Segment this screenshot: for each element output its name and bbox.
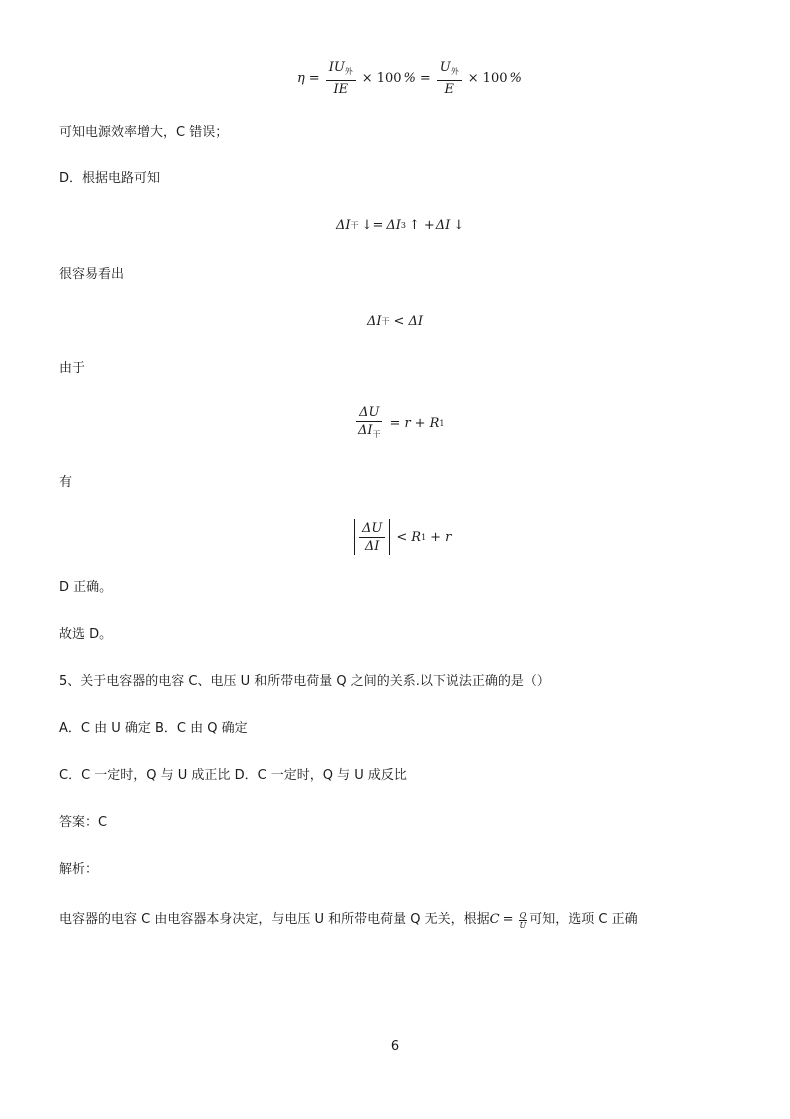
- equals-sign: =: [389, 415, 401, 431]
- numerator-u: U: [439, 59, 451, 75]
- fraction-u-over-e: [437, 60, 462, 97]
- capacitance-formula: [490, 911, 530, 930]
- delta-current-formula: [336, 215, 464, 235]
- delta-i-3: ΔI: [386, 217, 401, 233]
- equals-sign: =: [372, 217, 384, 233]
- numerator-iu: IU: [328, 59, 345, 75]
- r1-symbol: R: [411, 529, 422, 545]
- less-than-sign: <: [393, 313, 405, 329]
- r1-symbol: R: [429, 415, 440, 431]
- denominator-di: ΔI: [358, 422, 373, 438]
- fraction-q-over-u: [518, 911, 527, 930]
- c-symbol: C: [489, 912, 500, 927]
- numerator-du: ΔU: [359, 521, 385, 538]
- abs-bar-right: [389, 519, 390, 555]
- equals-sign: =: [502, 912, 514, 927]
- subscript-1: 1: [421, 532, 427, 542]
- subscript-gan: 干: [372, 429, 381, 439]
- fraction-iu-over-ie: [326, 60, 356, 97]
- analysis-text: [59, 906, 638, 934]
- delta-inequality: [367, 311, 423, 331]
- text-easy-to-see: 很容易看出: [59, 267, 125, 282]
- equals-sign: =: [308, 70, 320, 86]
- equals-sign-2: =: [419, 70, 431, 86]
- delta-i-main: ΔI: [367, 313, 382, 329]
- efficiency-formula: [297, 60, 522, 96]
- subscript-3: 3: [400, 220, 406, 230]
- subscript-wai-2: 外: [450, 66, 459, 76]
- analysis-text-after: 可知，选项 C 正确: [529, 912, 638, 927]
- delta-i: ΔI: [408, 313, 423, 329]
- numerator-du: ΔU: [356, 405, 382, 422]
- fraction-du-over-di: [359, 521, 385, 554]
- plus-sign: +: [414, 415, 426, 431]
- question-5: 5、关于电容器的电容 C、电压 U 和所带电荷量 Q 之间的关系.以下说法正确的是（）: [59, 674, 550, 689]
- answer-line: 答案：C: [59, 815, 108, 830]
- text-choose-d: 故选 D。: [59, 627, 113, 642]
- subscript-wai: 外: [344, 66, 353, 76]
- hundred-value-2: 100: [482, 70, 508, 86]
- text-because: 由于: [59, 361, 86, 376]
- r-symbol: r: [445, 529, 452, 545]
- analysis-text-before: 电容器的电容 C 由电容器本身决定，与电压 U 和所带电荷量 Q 无关，根据: [59, 912, 490, 927]
- options-c-d: C．C 一定时，Q 与 U 成正比 D．C 一定时，Q 与 U 成反比: [59, 768, 407, 783]
- denominator-e: E: [444, 81, 455, 97]
- delta-i-main: ΔI: [336, 217, 351, 233]
- ratio-formula: [353, 403, 444, 443]
- arrow-up-icon: ↑: [408, 217, 420, 233]
- percent-sign-2: %: [509, 70, 522, 86]
- text-d-correct: D 正确。: [59, 580, 113, 595]
- eta-symbol: η: [297, 70, 305, 86]
- text-option-d-circuit: D．根据电路可知: [59, 171, 161, 186]
- abs-bar-left: [354, 519, 355, 555]
- arrow-down-icon: ↓: [361, 217, 373, 233]
- arrow-down-icon-2: ↓: [453, 217, 465, 233]
- plus-sign: +: [430, 529, 442, 545]
- subscript-gan: 干: [350, 220, 359, 230]
- subscript-gan: 干: [381, 316, 390, 326]
- hundred-value: 100: [376, 70, 402, 86]
- plus-sign: +: [423, 217, 435, 233]
- r-symbol: r: [404, 415, 411, 431]
- fraction-du-over-di: [355, 405, 384, 442]
- options-a-b: A．C 由 U 确定 B．C 由 Q 确定: [59, 721, 248, 736]
- times-sign-2: ×: [467, 70, 479, 86]
- times-sign: ×: [361, 70, 373, 86]
- text-have: 有: [59, 475, 73, 490]
- less-than-sign: <: [396, 529, 408, 545]
- subscript-1: 1: [439, 418, 445, 428]
- analysis-label: 解析：: [59, 862, 99, 877]
- denominator-di: ΔI: [364, 538, 380, 554]
- percent-sign: %: [403, 70, 416, 86]
- abs-inequality: [352, 518, 451, 556]
- text-efficiency-increase: 可知电源效率增大，C 错误；: [59, 125, 229, 140]
- denominator-u: U: [519, 920, 527, 930]
- delta-i: ΔI: [435, 217, 451, 233]
- page-number: 6: [390, 1039, 400, 1054]
- denominator-ie: IE: [333, 81, 349, 97]
- numerator-q: Q: [519, 910, 527, 920]
